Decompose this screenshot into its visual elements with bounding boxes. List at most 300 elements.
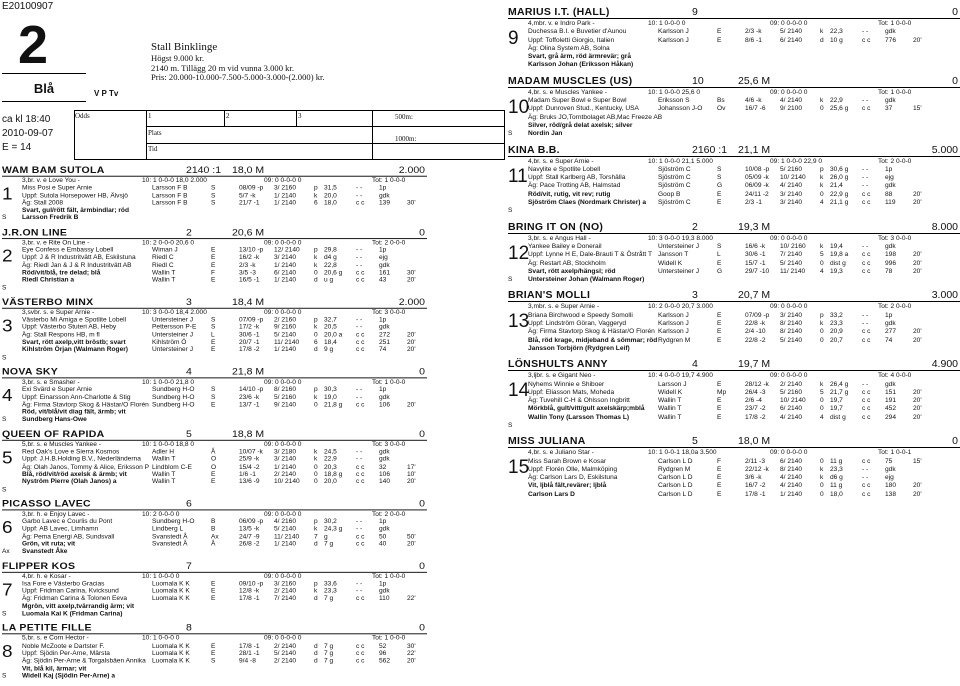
line-field: 17/8 -1 <box>745 490 766 498</box>
line-field: k <box>314 324 318 331</box>
line-field: 1/ 2140 <box>274 346 296 354</box>
line-field: 16/6 -k <box>745 242 766 250</box>
line-field: c c <box>862 199 871 207</box>
line-field: 5/ 2140 <box>780 28 802 36</box>
line-field: Rydgren M <box>658 465 691 473</box>
line-field: Luomala K K <box>152 580 190 588</box>
line-field: c c <box>862 190 871 198</box>
horse-name: PICASSO LAVEC <box>2 498 91 510</box>
line-field: 4/6 -k <box>745 97 762 105</box>
line-field: 23,3 <box>324 588 337 595</box>
line-field: Madam Super Bowl e Super Bowl <box>528 97 627 105</box>
line-field: g <box>324 533 328 540</box>
line-field: 09: 0 0-0-0 0 <box>264 635 302 642</box>
line-field: 10/08 -p <box>745 165 770 173</box>
line-field: c c <box>356 533 365 540</box>
horse-prize: 5.000 <box>931 143 958 156</box>
line-field: 1p <box>885 165 893 173</box>
horse-line <box>2 332 427 340</box>
line-field: 9/ 2100 <box>780 105 802 113</box>
line-field: 19,7 <box>830 397 843 405</box>
shoe-code: S <box>508 130 513 138</box>
line-field: p <box>314 185 318 192</box>
line-field: Tot: 1 0-0-0 <box>878 88 912 96</box>
horse-line <box>508 372 960 380</box>
line-field: 32 <box>379 463 387 471</box>
line-field: 17/2 -k <box>239 324 260 331</box>
line-field: E <box>211 580 216 588</box>
line-field: 7 g <box>324 541 334 548</box>
line-field: Eriksson S <box>658 97 690 105</box>
line-field: Blå, röd krage, midjeband & sömmar; röd <box>528 336 658 344</box>
line-field: 20' <box>913 388 922 396</box>
line-field: c c <box>356 463 365 471</box>
horse-trainer <box>2 285 427 293</box>
line-field: 272 <box>379 331 391 339</box>
horse-line <box>508 20 960 28</box>
line-field: 33,2 <box>830 311 843 319</box>
line-field: O <box>211 463 217 471</box>
horse-best-time: 19,7 M <box>738 358 771 371</box>
line-field: 13/6 -9 <box>239 478 260 486</box>
line-field: gdk <box>885 320 896 328</box>
horse-line <box>508 105 960 113</box>
horse-entry <box>508 449 960 499</box>
line-field: S <box>211 192 216 199</box>
line-field: O <box>211 456 217 463</box>
line-field: E <box>717 380 722 388</box>
line-field: 20,5 <box>324 324 337 331</box>
line-field: 20' <box>913 267 922 275</box>
line-field: 23/6 -k <box>239 394 260 401</box>
line-field: Duchessa B.I. e Buvetier d'Aunou <box>528 28 627 36</box>
line-field: E <box>717 336 722 344</box>
line-field: 21/7 -1 <box>239 200 260 207</box>
line-field: - - <box>356 526 363 533</box>
line-field: E <box>211 478 216 486</box>
line-field: 18,0 <box>830 490 843 498</box>
line-field: - - <box>862 474 869 482</box>
horse-prize: 0 <box>419 366 425 378</box>
line-field: S <box>211 658 216 665</box>
horse-entry <box>2 309 427 362</box>
line-field: 5/ 2160 <box>274 394 296 401</box>
horse-trainer <box>2 611 427 619</box>
line-field: c c <box>862 388 871 396</box>
line-field: 562 <box>379 658 391 665</box>
line-field: 277 <box>885 328 897 336</box>
line-field: gdk <box>379 456 390 463</box>
line-field: 4/ 2140 <box>780 182 802 190</box>
horse-prize: 2.000 <box>398 164 425 176</box>
line-field: 18,8 g <box>324 471 343 478</box>
line-field: 2/ 2140 <box>274 658 296 665</box>
horse-number: 9 <box>508 28 519 49</box>
horse-trainer <box>2 215 427 223</box>
line-field: - - <box>356 518 363 525</box>
line-field: k <box>820 97 824 105</box>
line-field: d <box>314 650 318 657</box>
line-field: - - <box>862 320 869 328</box>
shoe-code: S <box>2 673 7 680</box>
horse-prize: 0 <box>952 6 958 18</box>
line-field: Sjöström C <box>658 182 691 190</box>
line-field: 0 <box>820 328 824 336</box>
line-field: 31,5 <box>324 185 337 192</box>
colors-text: Svart, grå ärm, röd ärmrevär; grå <box>528 53 631 61</box>
trainer-name: Larsson Fredrik B <box>22 215 79 222</box>
horse-name: BRIAN'S MOLLI <box>508 289 591 302</box>
line-field: 09: 0 0-0-0 0 <box>770 449 808 457</box>
horse-record: 6 <box>186 498 192 510</box>
horse-name: MADAM MUSCLES (US) <box>508 74 633 87</box>
line-field: 20' <box>913 190 922 198</box>
line-field: 20' <box>913 336 922 344</box>
shoe-code: S <box>508 276 513 284</box>
horse-number: 4 <box>2 386 13 406</box>
line-field: 37 <box>885 105 893 113</box>
line-field: E <box>717 320 722 328</box>
horse-colors <box>2 666 427 674</box>
horse-name: MARIUS I.T. (HALL) <box>508 6 610 18</box>
line-field: 16/2 -k <box>239 254 260 262</box>
line-field: Äg: Carlson Lars D, Eskilstuna <box>528 474 618 482</box>
horse-line <box>508 312 960 320</box>
line-field: d6 g <box>830 474 843 482</box>
line-field: 106 <box>379 401 391 409</box>
horse-line <box>2 309 427 317</box>
line-field: 996 <box>885 259 897 267</box>
horse-line <box>2 270 427 278</box>
horse-header <box>2 560 427 573</box>
horse-number: 14 <box>508 380 530 402</box>
line-field: - - <box>862 182 869 190</box>
horse-line <box>2 573 427 581</box>
line-field: 0 <box>820 105 824 113</box>
horse-line <box>508 414 960 422</box>
line-field: 30/6 -1 <box>745 251 766 259</box>
horse-line <box>508 251 960 259</box>
line-field: Luomala K K <box>152 650 190 657</box>
line-field: L <box>717 251 721 259</box>
shoe-code: S <box>2 416 7 424</box>
line-field: u g <box>324 277 334 284</box>
line-field: 0 <box>314 471 318 478</box>
horse-best-time: 18,0 M <box>738 435 771 448</box>
line-field: 20' <box>913 328 922 336</box>
line-field: 09: 0 0-0-0 0 <box>264 177 302 184</box>
line-field: 11/ 2140 <box>274 533 300 540</box>
line-field: c c <box>862 413 871 421</box>
line-field: - - <box>356 456 363 463</box>
line-field: 32,7 <box>324 316 337 324</box>
line-field: 1p <box>379 580 387 588</box>
trainer-name: Svanstedt Åke <box>22 548 68 555</box>
horse-record: 2160 :1 <box>692 143 728 156</box>
line-field: 4,br. s. e Super Arnie - <box>528 157 594 165</box>
horse-line <box>508 199 960 207</box>
line-field: 19,8 a <box>830 251 849 259</box>
line-field: 7 g <box>324 595 334 603</box>
line-field: 20,3 <box>324 463 337 471</box>
horse-line <box>2 178 427 186</box>
line-field: 20' <box>913 397 922 405</box>
horse-record: 5 <box>692 435 698 448</box>
line-field: Svart, rött axelp,vitt bröstb; svart <box>22 339 126 346</box>
line-field: Äg: Firma Stavtorp Skog & Hästar/O Florén <box>22 401 149 409</box>
shoe-code: S <box>2 215 7 222</box>
line-field: G <box>717 182 723 190</box>
line-field: Navylite e Spotlite Lobell <box>528 165 601 173</box>
line-field: 19,4 <box>830 242 843 250</box>
horse-prize: 2.000 <box>398 296 425 308</box>
horse-entry <box>2 379 427 424</box>
horse-line <box>2 185 427 193</box>
line-field: Kihlström Ö <box>152 339 187 346</box>
line-field: 20' <box>913 199 922 207</box>
line-field: - - <box>356 588 363 595</box>
line-field: Untersteiner J <box>152 346 194 354</box>
line-field: k <box>314 526 318 533</box>
bet-type: V P Tv <box>94 89 119 98</box>
horse-entry <box>2 178 427 223</box>
horse-header <box>508 5 960 19</box>
line-field: E <box>211 346 216 354</box>
line-field: E <box>717 465 722 473</box>
line-field: 30/6 -1 <box>239 331 260 339</box>
line-field: S <box>211 316 216 324</box>
horse-name: WAM BAM SUTOLA <box>2 164 105 176</box>
line-field: gdk <box>379 526 390 533</box>
horse-line <box>508 482 960 490</box>
horse-line <box>2 324 427 332</box>
line-field: 3/ 2140 <box>780 199 802 207</box>
horse-prize: 0 <box>952 74 958 87</box>
line-field: 4,br. s. e Muscles Yankee - <box>528 88 607 96</box>
line-field: - - <box>862 242 869 250</box>
line-field: 2/ 2140 <box>274 588 296 595</box>
line-field: 10: 2 0-0-0 0 <box>142 511 180 518</box>
line-field: E <box>717 474 722 482</box>
line-field: S <box>717 174 722 182</box>
line-field: 10: 1 0-0-0 0 <box>142 573 180 580</box>
horse-best-time: 18,8 M <box>232 428 265 440</box>
line-field: 776 <box>885 36 897 44</box>
line-field: 29/7 -10 <box>745 267 770 275</box>
horse-trainer <box>2 354 427 362</box>
line-field: 09: 0 0-0-0 0 <box>264 441 302 448</box>
line-field: 78 <box>885 267 893 275</box>
colors-text: Vit, blå kil, ärmar; vit <box>22 665 87 672</box>
trainer-name: Jansson Torbjörn (Rydgren Leif) <box>528 344 630 352</box>
line-field: 20,7 <box>830 336 843 344</box>
trainer-name: Widell Kaj (Sjödin Per-Arne) a <box>22 673 115 680</box>
line-field: E <box>717 490 722 498</box>
line-field: 22,8 <box>324 262 337 269</box>
line-field: Jansson T <box>658 251 689 259</box>
line-field: 7/ 2140 <box>780 251 802 259</box>
line-field: - - <box>862 380 869 388</box>
line-field: 1p <box>379 386 387 394</box>
line-field: 24,3 g <box>324 526 343 533</box>
horse-line <box>508 37 960 45</box>
horse-line <box>2 643 427 651</box>
line-field: Svanstedt Å <box>152 533 188 540</box>
line-field: 21,1 g <box>830 199 849 207</box>
horse-line <box>508 405 960 413</box>
line-field: 0 <box>820 457 824 465</box>
line-field: Äg: Restart AB, Stockholm <box>528 259 606 267</box>
line-field: ejg <box>379 254 388 262</box>
line-field: Wiman J <box>152 247 178 254</box>
line-field: Tot: 2 0-0-0 <box>878 303 912 311</box>
line-field: 22' <box>407 595 416 603</box>
line-field: Untersteiner J <box>152 316 194 324</box>
line-field: E <box>717 36 722 44</box>
line-field: 251 <box>379 339 391 346</box>
line-field: 3,ljbr. s. e Gigant Neo - <box>528 372 596 380</box>
line-field: 0 <box>314 269 318 277</box>
line-field: k <box>820 174 824 182</box>
horse-line <box>2 193 427 201</box>
line-field: Lindblom C-E <box>152 463 192 471</box>
line-field: Uppf: Dunroven Stud., Kentucky, USA <box>528 105 639 113</box>
horse-header <box>2 296 427 309</box>
odds-label: Odds <box>75 112 90 120</box>
line-field: 4 <box>820 199 824 207</box>
line-field: Äg: Riedl Jan & J & R Industritvätt AB <box>22 262 132 269</box>
line-field: 10/ 2140 <box>780 397 806 405</box>
line-field: k <box>314 588 318 595</box>
line-field: 3/ 2140 <box>274 254 296 262</box>
line-field: 06/09 -p <box>239 518 264 525</box>
line-field: 3/ 2160 <box>274 185 296 192</box>
line-field: Karlsson J <box>658 36 689 44</box>
line-field: 4 <box>820 413 824 421</box>
horse-line <box>508 182 960 190</box>
line-field: c c <box>862 105 871 113</box>
line-field: Karlsson J <box>658 328 689 336</box>
line-field: p <box>314 316 318 324</box>
horse-line <box>508 268 960 276</box>
line-field: Tot: 4 0-0-0 <box>878 372 912 380</box>
line-field: Uppf: Sutola Horsepower HB, Älvsjö <box>22 192 128 199</box>
line-field: Blå, röd/vit/röd axelsk & ärmb; vit <box>22 471 127 478</box>
line-field: 4/ 2140 <box>780 413 802 421</box>
line-field: 161 <box>379 269 391 277</box>
line-field: 30,3 <box>324 386 337 394</box>
line-field: E <box>211 642 216 650</box>
horse-line <box>2 519 427 527</box>
line-field: 43 <box>379 277 387 284</box>
line-field: 20' <box>913 490 922 498</box>
line-field: 139 <box>379 200 391 207</box>
line-field: Uppf: Sjödin Per-Arne, Märsta <box>22 650 110 657</box>
line-field: Å <box>211 448 216 456</box>
horse-prize: 0 <box>419 428 425 440</box>
line-field: 4/ 2140 <box>780 97 802 105</box>
horse-line <box>508 458 960 466</box>
line-field: 3,br. v. e Rite On Line - <box>22 239 90 247</box>
line-field: 09: 0 0-0-0 0 <box>770 88 808 96</box>
line-field: 2/4 -10 <box>745 328 766 336</box>
line-field: Carlson L D <box>658 474 693 482</box>
line-field: 9/4 -8 <box>239 658 256 665</box>
line-field: 28/1 -1 <box>239 650 260 657</box>
shoe-code: S <box>2 284 7 292</box>
line-field: p <box>314 518 318 525</box>
horse-header <box>2 366 427 379</box>
line-field: 26,0 g <box>830 174 849 182</box>
line-field: E <box>211 595 216 603</box>
horse-trainer <box>508 276 960 284</box>
shoe-code: S <box>508 207 513 215</box>
line-field: k <box>314 254 318 262</box>
line-field: 9/ 2140 <box>274 401 296 409</box>
horse-trainer <box>508 422 960 430</box>
horse-line <box>2 511 427 519</box>
race-date: 2010-09-07 <box>2 128 54 139</box>
horse-line <box>2 347 427 355</box>
line-field: 20' <box>913 259 922 267</box>
line-field: Wallin T <box>152 471 176 478</box>
line-field: 20' <box>407 541 416 548</box>
line-field: Grön, vit ruta; vit <box>22 541 76 548</box>
horse-line <box>508 466 960 474</box>
line-field: 20,0 <box>324 192 337 199</box>
line-field: Widell K <box>658 388 683 396</box>
line-field: Äg: Olina System AB, Solna <box>528 44 610 52</box>
line-field: 20' <box>913 36 922 44</box>
line-field: Västerbo Mi Amiga e Spotlite Lobell <box>22 316 127 324</box>
line-field: Kihlström Örjan (Walmann Roger) <box>22 346 128 354</box>
line-field: Wallin T <box>152 456 176 463</box>
horse-trainer <box>2 486 427 494</box>
line-field: 25,6 g <box>830 105 849 113</box>
line-field: 17/8 -1 <box>239 642 260 650</box>
line-field: k <box>820 465 824 473</box>
horse-line <box>2 658 427 666</box>
line-field: 3,br. v. e Love You - <box>22 177 80 184</box>
line-field: 3/ 2140 <box>274 456 296 463</box>
line-field: 12/ 2140 <box>274 247 300 254</box>
line-field: Untersteiner J <box>152 331 194 339</box>
shoe-code: S <box>2 610 7 618</box>
horse-colors <box>2 409 427 417</box>
race-description <box>151 41 325 83</box>
horse-column-right <box>508 5 960 503</box>
line-field: Karlsson J <box>658 311 689 319</box>
line-field: Svanstedt Å <box>152 541 188 548</box>
line-field: 19,3 <box>830 267 843 275</box>
line-field: 1/ 2140 <box>274 541 296 548</box>
line-field: 10: 1 0-0-0 0 <box>648 20 686 27</box>
line-field: 7 g <box>324 642 334 650</box>
line-field: S <box>211 200 216 207</box>
line-field: 23,3 <box>830 320 843 328</box>
line-field: k <box>820 28 824 36</box>
line-field: Wallin T <box>658 397 682 405</box>
horse-best-time: 19,3 M <box>738 220 771 233</box>
horse-prize: 0 <box>419 622 425 634</box>
horse-header <box>2 428 427 441</box>
trainer-name: Karlsson Johan (Eriksson Håkan) <box>528 61 634 69</box>
line-field: Larsson F B <box>152 200 188 207</box>
line-field: Äg: Bruks JO,Torntbolaget AB,Mac Freeze AB <box>528 113 663 121</box>
line-field: 6 <box>314 200 318 207</box>
line-field: 09: 0 0-0-0 0 <box>264 239 302 247</box>
horse-header <box>508 220 960 234</box>
